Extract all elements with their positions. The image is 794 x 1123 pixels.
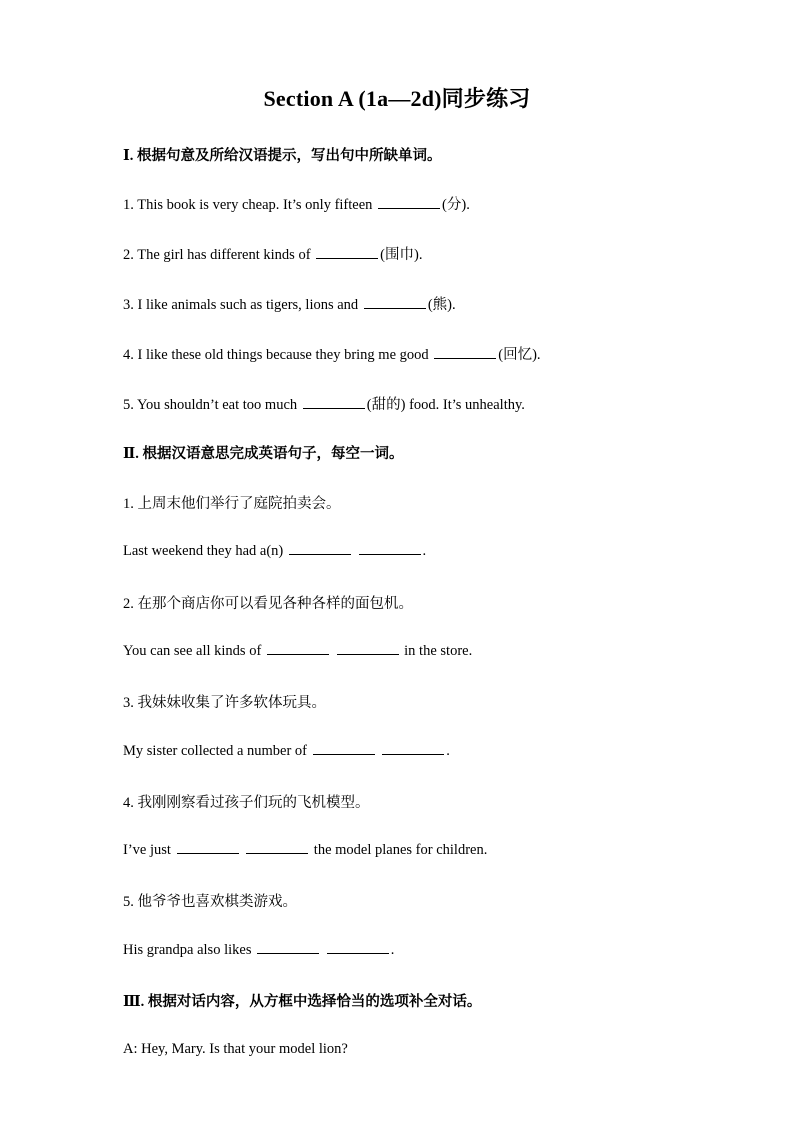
answer-blank[interactable] — [246, 841, 308, 854]
item-hint: (围巾). — [380, 247, 423, 263]
section2-item-1-cn: 1. 上周末他们举行了庭院拍卖会。 — [123, 496, 341, 512]
item-end: the model planes for children. — [313, 842, 488, 858]
item-text: 1. This book is very cheap. It’s only fifteen — [123, 197, 373, 213]
item-text: 4. I like these old things because they bring me good — [123, 347, 429, 363]
item-text: 2. The girl has different kinds of — [123, 247, 311, 263]
answer-blank[interactable] — [267, 642, 329, 655]
section2-item-1-en — [123, 542, 426, 560]
section1-heading: Ⅰ. 根据句意及所给汉语提示，写出句中所缺单词。 — [123, 148, 442, 164]
item-end: . — [446, 743, 450, 759]
item-hint: (熊). — [427, 297, 456, 313]
item-hint: (分). — [442, 197, 470, 213]
item-text: His grandpa also likes — [123, 942, 252, 958]
answer-blank[interactable] — [378, 196, 440, 209]
item-hint: (回忆). — [498, 347, 541, 363]
section2-item-5-en — [123, 941, 394, 959]
answer-blank[interactable] — [303, 396, 365, 409]
section1-item-5 — [123, 393, 525, 414]
section2-item-3-en — [123, 742, 450, 760]
answer-blank[interactable] — [434, 346, 496, 359]
section3-heading: Ⅲ. 根据对话内容，从方框中选择恰当的选项补全对话。 — [123, 994, 482, 1010]
item-text: 3. I like animals such as tigers, lions and — [123, 297, 359, 313]
item-text: I’ve just — [123, 842, 171, 858]
answer-blank[interactable] — [337, 642, 399, 655]
section2-item-2-en — [123, 642, 472, 660]
item-text: Last weekend they had a(n) — [123, 543, 284, 559]
section1-item-3 — [123, 293, 456, 314]
item-end: . — [390, 942, 395, 958]
section2-item-4-en — [123, 841, 487, 859]
item-end: . — [422, 543, 427, 559]
page-title: Section A (1a—2d)同步练习 — [263, 86, 531, 111]
answer-blank[interactable] — [364, 296, 426, 309]
section1-item-2 — [123, 243, 422, 264]
section1-item-4 — [123, 343, 541, 364]
answer-blank[interactable] — [289, 542, 351, 555]
item-hint: (甜的) food. It’s unhealthy. — [366, 397, 525, 413]
answer-blank[interactable] — [316, 246, 378, 259]
item-text: My sister collected a number of — [123, 743, 308, 759]
answer-blank[interactable] — [382, 742, 444, 755]
item-text: 5. You shouldn’t eat too much — [123, 397, 298, 413]
section2-heading: Ⅱ. 根据汉语意思完成英语句子，每空一词。 — [123, 446, 404, 462]
section2-item-4-cn: 4. 我刚刚察看过孩子们玩的飞机模型。 — [123, 795, 370, 811]
section1-item-1 — [123, 193, 470, 214]
answer-blank[interactable] — [359, 542, 421, 555]
answer-blank[interactable] — [257, 941, 319, 954]
answer-blank[interactable] — [313, 742, 375, 755]
answer-blank[interactable] — [327, 941, 389, 954]
section2-item-2-cn: 2. 在那个商店你可以看见各种各样的面包机。 — [123, 596, 413, 612]
dialog-line-1: A: Hey, Mary. Is that your model lion? — [123, 1041, 348, 1057]
item-text: You can see all kinds of — [123, 643, 262, 659]
answer-blank[interactable] — [177, 841, 239, 854]
item-end: in the store. — [404, 643, 473, 659]
section2-item-3-cn: 3. 我妹妹收集了许多软体玩具。 — [123, 695, 326, 711]
section2-item-5-cn: 5. 他爷爷也喜欢棋类游戏。 — [123, 894, 297, 910]
